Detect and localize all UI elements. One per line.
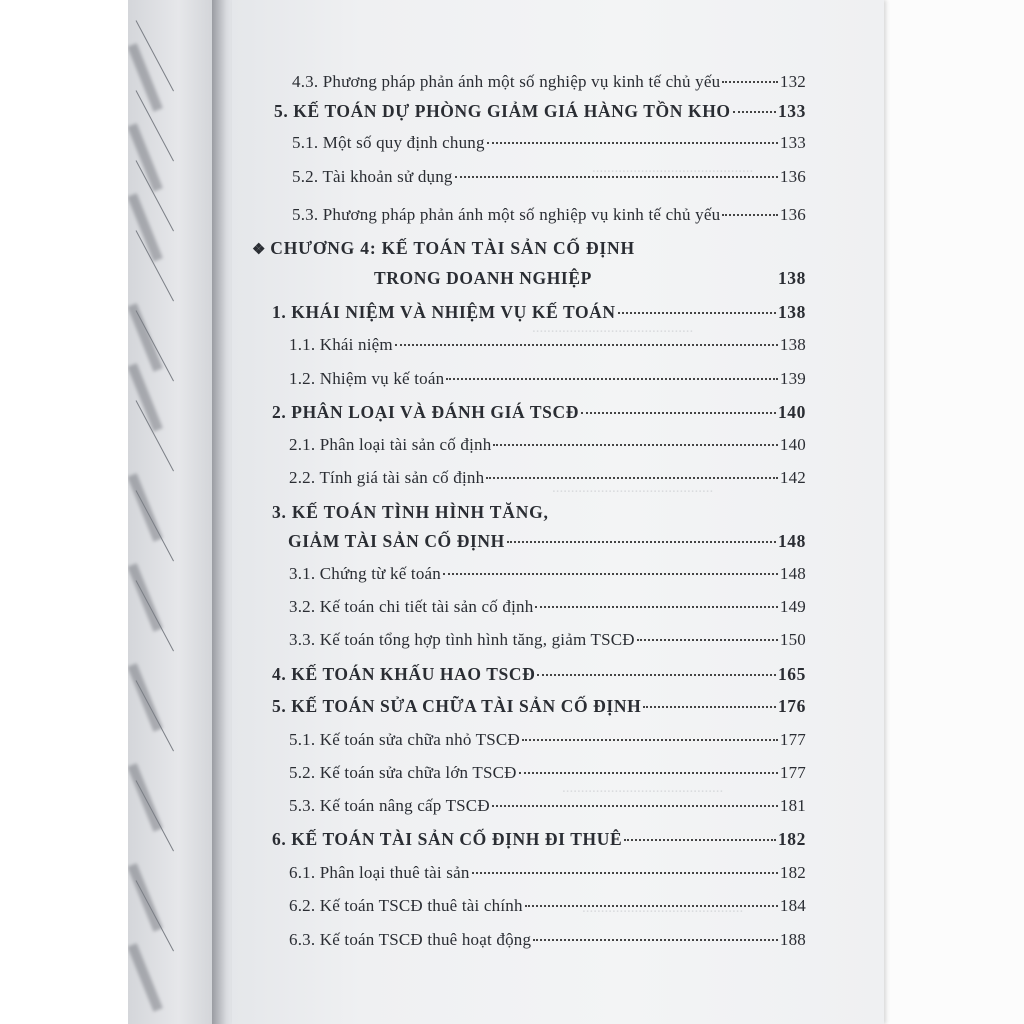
toc-entry — [289, 863, 806, 883]
toc-entry-label: 2.1. Phân loại tài sản cố định — [289, 435, 492, 454]
toc-page-number: 165 — [777, 664, 806, 684]
toc-entry — [289, 435, 806, 455]
dot-leader — [443, 573, 778, 575]
toc-entry — [289, 763, 806, 783]
toc-entry — [289, 564, 806, 584]
dot-leader — [446, 378, 778, 380]
toc-page-number: 150 — [779, 630, 806, 649]
chapter-title-line2-row — [374, 268, 806, 289]
toc-entry — [289, 468, 806, 488]
toc-page-number: 177 — [779, 763, 806, 782]
toc-entry — [289, 930, 806, 950]
toc-page-number: 181 — [779, 796, 806, 815]
toc-entry-label: 6.1. Phân loại thuê tài sản — [289, 863, 470, 882]
dot-leader — [492, 805, 778, 807]
toc-section — [272, 402, 806, 423]
toc-page-number: 182 — [779, 863, 806, 882]
toc-entry — [292, 167, 806, 187]
dot-leader — [455, 176, 778, 178]
toc-page-number: 133 — [777, 101, 806, 121]
section3-line1: 3. KẾ TOÁN TÌNH HÌNH TĂNG, — [272, 502, 549, 522]
toc-section-label: 2. PHÂN LOẠI VÀ ĐÁNH GIÁ TSCĐ — [272, 402, 579, 422]
toc-page-number: 140 — [779, 435, 806, 454]
toc-section-label: 5. KẾ TOÁN DỰ PHÒNG GIẢM GIÁ HÀNG TỒN KHO — [274, 101, 731, 121]
chapter-title-line2: TRONG DOANH NGHIỆP — [374, 268, 592, 288]
toc-entry — [292, 72, 806, 92]
toc-entry — [289, 335, 806, 355]
table-of-contents — [232, 0, 884, 1024]
toc-section-label: 5. KẾ TOÁN SỬA CHỮA TÀI SẢN CỐ ĐỊNH — [272, 696, 642, 716]
left-page-edge — [128, 0, 220, 1024]
toc-entry-label: 3.2. Kế toán chi tiết tài sản cố định — [289, 597, 534, 616]
toc-entry-label: 4.3. Phương pháp phản ánh một số nghiệp vụ kinh tế chủ yếu — [292, 72, 721, 91]
toc-entry-label: 1.1. Khái niệm — [289, 335, 393, 354]
background-right — [880, 0, 1024, 1024]
toc-entry — [289, 630, 806, 650]
toc-page-number: 182 — [777, 829, 806, 849]
toc-entry — [289, 730, 806, 750]
toc-section — [272, 696, 806, 717]
chapter-title — [252, 238, 635, 259]
dot-leader — [537, 674, 776, 676]
toc-entry — [289, 796, 806, 816]
toc-page-number: 138 — [777, 268, 806, 288]
toc-section — [274, 101, 806, 122]
toc-entry-label: 5.2. Tài khoản sử dụng — [292, 167, 453, 186]
toc-entry-label: 1.2. Nhiệm vụ kế toán — [289, 369, 445, 388]
dot-leader — [581, 412, 776, 414]
dot-leader — [733, 111, 776, 113]
dot-leader — [722, 81, 778, 83]
toc-entry-label: 5.1. Một số quy định chung — [292, 133, 485, 152]
toc-section-label — [272, 502, 549, 523]
dot-leader — [525, 905, 778, 907]
toc-entry-label: 6.2. Kế toán TSCĐ thuê tài chính — [289, 896, 523, 915]
toc-page-number: 140 — [777, 402, 806, 422]
toc-entry-label: 3.1. Chứng từ kế toán — [289, 564, 442, 583]
toc-entry-label: 5.3. Phương pháp phản ánh một số nghiệp vụ kinh tế chủ yếu — [292, 205, 721, 224]
toc-page-number: 132 — [779, 72, 806, 91]
dot-leader — [533, 939, 778, 941]
diamond-bullet-icon: ❖ — [252, 242, 267, 258]
toc-section — [272, 829, 806, 850]
chapter-title-line1: CHƯƠNG 4: KẾ TOÁN TÀI SẢN CỐ ĐỊNH — [270, 238, 635, 258]
toc-entry-label: 5.3. Kế toán nâng cấp TSCĐ — [289, 796, 490, 815]
toc-page-number: 138 — [777, 302, 806, 322]
toc-section-label: 4. KẾ TOÁN KHẤU HAO TSCĐ — [272, 664, 536, 684]
toc-page: ........................................... ........................................... ........................................... ........................................... ........................................... 4.3. Phương pháp phản ánh một số nghiệp vụ kinh tế chủ yếu 132 5. KẾ TOÁN DỰ PHÒNG GIẢM GIÁ HÀNG TỒN KHO 133 5.1. Một số quy định chung 133 5.2. Tài khoản sử dụng 136 5.3. Phương pháp phản ánh một số nghiệp vụ kinh tế chủ yếu 136 ❖ CHƯƠNG 4: KẾ TOÁN TÀI SẢN CỐ ĐỊNH TRONG DOANH NGHIỆP 138 1. KHÁI NIỆM VÀ NHIỆM VỤ KẾ TOÁN 138 1.1. Khái niệm 138 1.2. Nhiệm vụ kế toán 139 2. PHÂN LOẠI VÀ ĐÁNH GIÁ TSCĐ 140 2.1. Phân loại tài sản cố định 140 2.2. Tính giá tài sản cố định 142 3. KẾ TOÁN TÌNH HÌNH TĂNG, GIẢM TÀI SẢN CỐ ĐỊNH 148 3.1. Chứng từ kế toán 148 3.2. Kế toán chi tiết tài sản cố định 149 3.3. Kế toán tổng hợp tình hình tăng, giảm TSCĐ 150 4. KẾ TOÁN KHẤU HAO TSCĐ 165 5. KẾ TOÁN SỬA CHỮA TÀI SẢN CỐ ĐỊNH 176 5.1. Kế toán sửa chữa nhỏ TSCĐ 177 5.2. Kế toán sửa chữa lớn TSCĐ 177 5.3. Kế toán nâng cấp TSCĐ 181 6. KẾ TOÁN TÀI SẢN CỐ ĐỊNH ĐI THUÊ 182 6.1. Phân loại thuê tài sản 182 6.2. Kế toán TSCĐ thuê tài chính 184 6.3. Kế toán TSCĐ thuê hoạt động 188 — [232, 0, 884, 1024]
toc-page-number: 142 — [779, 468, 806, 487]
toc-section — [272, 302, 806, 323]
dot-leader — [618, 312, 776, 314]
toc-entry-label: 2.2. Tính giá tài sản cố định — [289, 468, 485, 487]
dot-leader — [535, 606, 777, 608]
dot-leader — [395, 344, 778, 346]
toc-page-number: 133 — [779, 133, 806, 152]
dot-leader — [643, 706, 776, 708]
toc-entry — [292, 133, 806, 153]
dot-leader — [522, 739, 778, 741]
toc-entry — [292, 205, 806, 225]
toc-page-number: 136 — [779, 167, 806, 186]
toc-entry-label: 5.2. Kế toán sửa chữa lớn TSCĐ — [289, 763, 517, 782]
toc-page-number: 138 — [779, 335, 806, 354]
dot-leader — [519, 772, 778, 774]
toc-page-number: 149 — [779, 597, 806, 616]
toc-section — [272, 664, 806, 685]
toc-entry — [289, 896, 806, 916]
dot-leader — [472, 872, 778, 874]
dot-leader — [624, 839, 776, 841]
toc-page-number: 136 — [779, 205, 806, 224]
toc-page-number: 148 — [779, 564, 806, 583]
toc-page-number: 177 — [779, 730, 806, 749]
toc-page-number: 139 — [779, 369, 806, 388]
dot-leader — [722, 214, 778, 216]
toc-entry-label: 3.3. Kế toán tổng hợp tình hình tăng, giảm TSCĐ — [289, 630, 635, 649]
toc-page-number: 184 — [779, 896, 806, 915]
toc-page-number: 148 — [777, 531, 806, 551]
toc-section-label: 1. KHÁI NIỆM VÀ NHIỆM VỤ KẾ TOÁN — [272, 302, 616, 322]
dot-leader — [487, 142, 778, 144]
toc-section-label: 6. KẾ TOÁN TÀI SẢN CỐ ĐỊNH ĐI THUÊ — [272, 829, 623, 849]
dot-leader — [486, 477, 778, 479]
toc-page-number: 176 — [777, 696, 806, 716]
section3-line2: GIẢM TÀI SẢN CỐ ĐỊNH — [288, 531, 505, 551]
toc-entry — [289, 369, 806, 389]
toc-entry-label: 6.3. Kế toán TSCĐ thuê hoạt động — [289, 930, 532, 949]
toc-section — [288, 531, 806, 552]
dot-leader — [637, 639, 778, 641]
dot-leader — [507, 541, 776, 543]
toc-page-number: 188 — [779, 930, 806, 949]
toc-entry-label: 5.1. Kế toán sửa chữa nhỏ TSCĐ — [289, 730, 520, 749]
dot-leader — [493, 444, 777, 446]
toc-entry — [289, 597, 806, 617]
